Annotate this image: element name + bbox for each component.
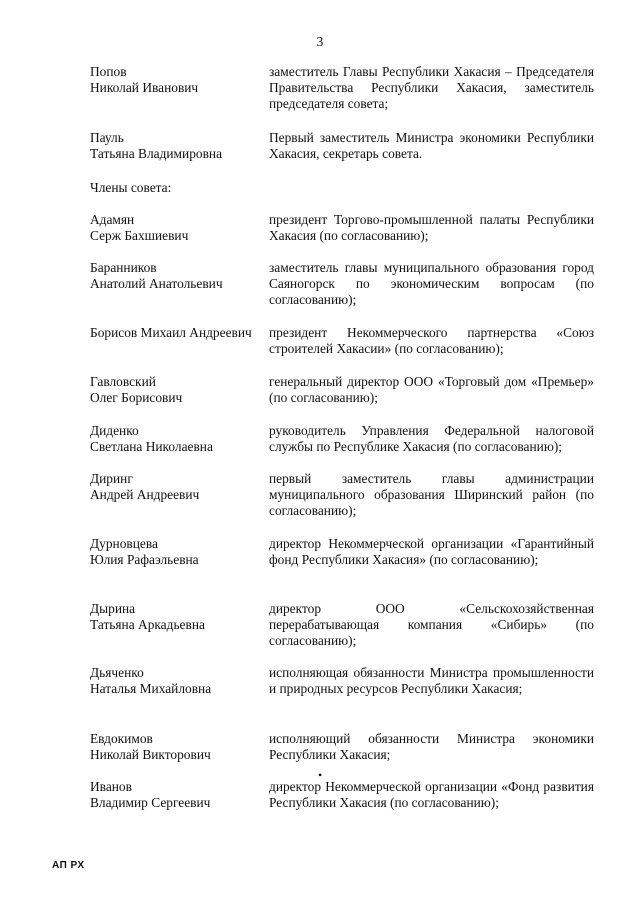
surname: Диденко xyxy=(90,423,139,438)
person-role: директор Некоммерческой организации «Гарантийный фонд Республики Хакасия» (по согласованию); xyxy=(269,536,594,567)
person-name xyxy=(90,64,266,96)
person-role: руководитель Управления Федеральной налоговой службы по Республике Хакасия (по согласованию); xyxy=(269,423,594,454)
person-name xyxy=(90,536,266,568)
given-names: Андрей Андреевич xyxy=(90,487,200,502)
given-names: Серж Бахшиевич xyxy=(90,228,189,243)
given-names: Владимир Сергеевич xyxy=(90,795,211,810)
surname: Борисов Михаил Андреевич xyxy=(90,325,252,340)
person-name xyxy=(90,423,266,455)
given-names: Николай Викторович xyxy=(90,747,211,762)
person-role: заместитель главы муниципального образования город Саяногорск по экономическим вопросам (по согласованию); xyxy=(269,260,594,307)
person-role: исполняющий обязанности Министра экономики Республики Хакасия; xyxy=(269,731,594,762)
person-role: заместитель Главы Республики Хакасия – Председателя Правительства Республики Хакасия, заместитель председателя совета; xyxy=(269,64,594,111)
surname: Дырина xyxy=(90,601,136,616)
person-role: президент Некоммерческого партнерства «Союз строителей Хакасии» (по согласованию); xyxy=(269,325,594,356)
given-names: Юлия Рафаэльевна xyxy=(90,552,199,567)
person-role: директор Некоммерческой организации «Фонд развития Республики Хакасия (по согласованию); xyxy=(269,779,594,810)
members-heading: Члены совета: xyxy=(90,180,172,195)
given-names: Светлана Николаевна xyxy=(90,439,213,454)
stray-dot-mark: • xyxy=(318,768,323,782)
surname: Адамян xyxy=(90,212,135,227)
person-name xyxy=(90,731,266,763)
surname: Евдокимов xyxy=(90,731,153,746)
surname: Баранников xyxy=(90,260,157,275)
surname: Пауль xyxy=(90,130,124,145)
person-name xyxy=(90,471,266,503)
person-role: генеральный директор ООО «Торговый дом «Премьер» (по согласованию); xyxy=(269,374,594,405)
person-name xyxy=(90,212,266,244)
given-names: Николай Иванович xyxy=(90,80,199,95)
person-role: исполняющая обязанности Министра промышленности и природных ресурсов Республики Хакасия; xyxy=(269,665,594,696)
surname: Диринг xyxy=(90,471,133,486)
person-name xyxy=(90,779,266,811)
person-name xyxy=(90,374,266,406)
person-name xyxy=(90,130,266,162)
surname: Дурновцева xyxy=(90,536,158,551)
person-role: президент Торгово-промышленной палаты Республики Хакасия (по согласованию); xyxy=(269,212,594,243)
person-name xyxy=(90,601,266,633)
person-role: директор ООО «Сельскохозяйственная перерабатывающая компания «Сибирь» (по согласованию); xyxy=(269,601,594,648)
surname: Гавловский xyxy=(90,374,156,389)
page-number: 3 xyxy=(316,34,324,49)
person-name xyxy=(90,260,266,292)
given-names: Олег Борисович xyxy=(90,390,183,405)
person-role: первый заместитель главы администрации муниципального образования Ширинский район (по согласованию); xyxy=(269,471,594,518)
given-names: Татьяна Владимировна xyxy=(90,146,223,161)
given-names: Анатолий Анатольевич xyxy=(90,276,223,291)
surname: Попов xyxy=(90,64,127,79)
person-role: Первый заместитель Министра экономики Республики Хакасия, секретарь совета. xyxy=(269,130,594,161)
surname: Дьяченко xyxy=(90,665,144,680)
given-names: Наталья Михайловна xyxy=(90,681,212,696)
footer-mark: АП РХ xyxy=(52,860,85,871)
given-names: Татьяна Аркадьевна xyxy=(90,617,205,632)
surname: Иванов xyxy=(90,779,132,794)
person-name xyxy=(90,325,266,341)
person-name xyxy=(90,665,266,697)
